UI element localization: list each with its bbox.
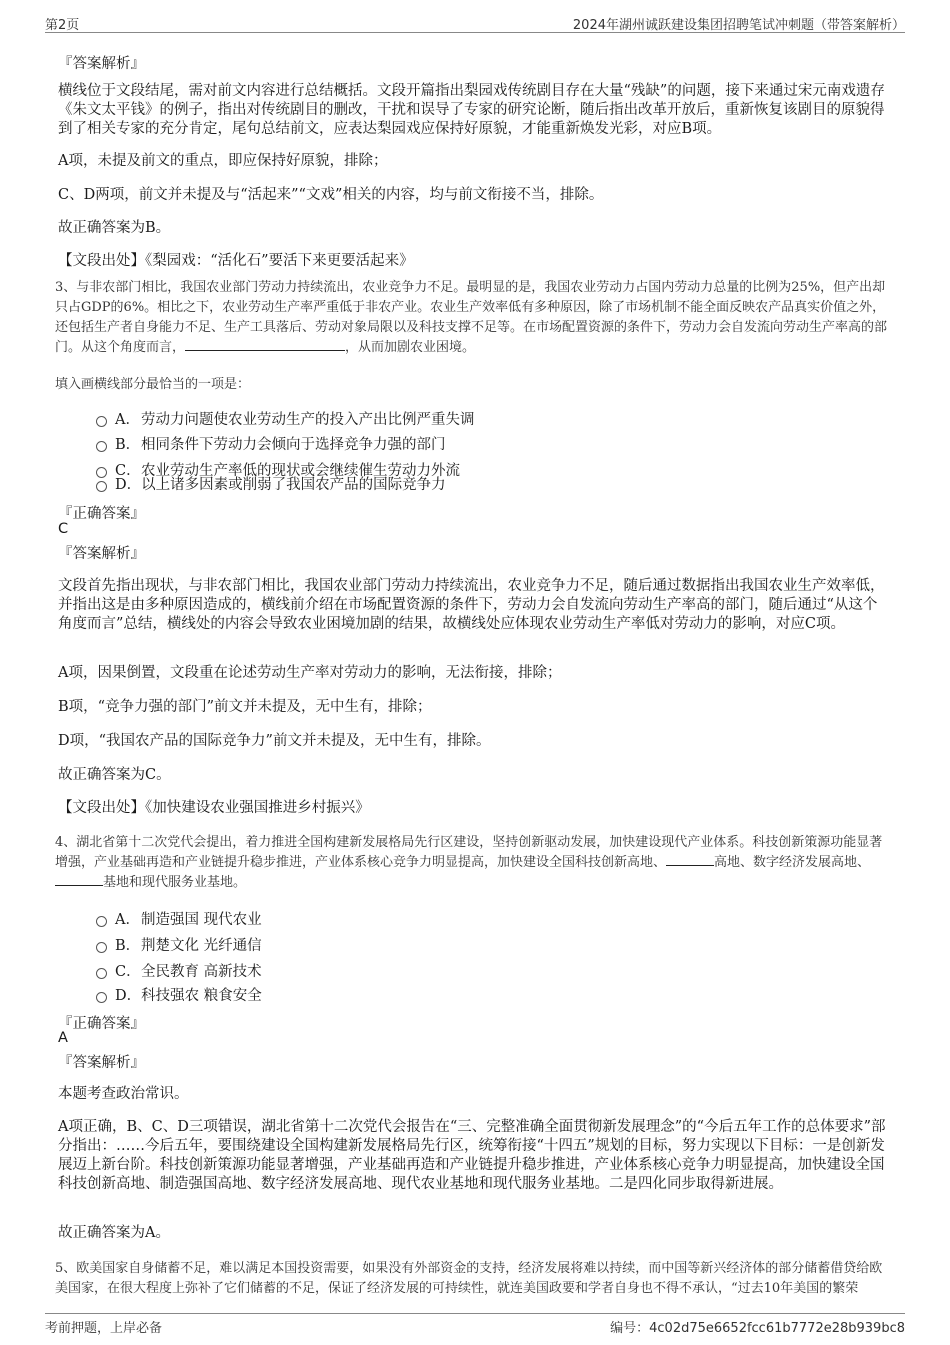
q3-analysis-option-d: D项，“我国农产品的国际竞争力”前文并未提及，无中生有，排除。 xyxy=(58,733,491,749)
q2-analysis-options-cd: C、D两项，前文并未提及与“活起来”“文戏”相关的内容，均与前文衔接不当，排除。 xyxy=(58,187,604,203)
q2-final-answer: 故正确答案为B。 xyxy=(58,220,171,236)
radio-icon[interactable] xyxy=(96,968,107,979)
q4-option-a[interactable]: A．制造强国 现代农业 xyxy=(96,908,262,930)
radio-icon[interactable] xyxy=(96,992,107,1003)
q3-analysis-option-b: B项，“竞争力强的部门”前文并未提及，无中生有，排除； xyxy=(58,699,432,715)
page-header xyxy=(45,10,905,33)
q4-correct-label: 『正确答案』 xyxy=(58,1016,145,1032)
q4-analysis-label: 『答案解析』 xyxy=(58,1055,145,1071)
q3-option-c[interactable]: C．农业劳动生产率低的现状或会继续催生劳动力外流 xyxy=(96,459,460,481)
q4-option-d[interactable]: D．科技强农 粮食安全 xyxy=(96,984,262,1006)
q3-final-answer: 故正确答案为C。 xyxy=(58,767,171,783)
q4-stem-text: 4、湖北省第十二次党代会提出，着力推进全国构建新发展格局先行区建设，坚持创新驱动发展，加快建设现代产业体系。科技创新策源功能显著增强，产业基础再造和产业链提升稳步推进，产业体系核心竞争力明显提高，加快建设全国科技创新高地、 xyxy=(55,835,883,870)
q3-correct-label: 『正确答案』 xyxy=(58,506,145,522)
q3-analysis-paragraph: 文段首先指出现状，与非农部门相比，我国农业部门劳动力持续流出，农业竞争力不足，随后通过数据指出我国农业生产效率低，并指出这是由多种原因造成的，横线前介绍在市场配置资源的条件下，劳动力会自发流向劳动生产率高的部门，随后通过“从这个角度而言”总结，横线处的内容会导致农业困境加剧的结果，故横线处应体现农业劳动生产率低对劳动力的影响，对应C项。 xyxy=(58,578,885,632)
footer-slogan: 考前押题，上岸必备 xyxy=(45,1321,163,1336)
radio-icon[interactable] xyxy=(96,916,107,927)
fill-blank xyxy=(666,853,714,866)
q3-source: 【文段出处】《加快建设农业强国推进乡村振兴》 xyxy=(58,800,370,816)
q5-stem: 5、欧美国家自身储蓄不足，难以满足本国投资需要，如果没有外部资金的支持，经济发展将难以持续，而中国等新兴经济体的部分储蓄借贷给欧美国家，在很大程度上弥补了它们储蓄的不足，保证了经济发展的可持续性，就连美国政要和学者自身也不得不承认，“过去10年美国的繁荣 xyxy=(55,1261,883,1296)
q4-stem-end: 基地和现代服务业基地。 xyxy=(103,875,247,890)
q4-option-b[interactable]: B．荆楚文化 光纤通信 xyxy=(96,934,262,956)
q4-correct-answer: A xyxy=(58,1030,68,1046)
q3-stem-end: ，从而加剧农业困境。 xyxy=(345,340,476,355)
q3-correct-answer: C xyxy=(58,521,69,537)
q3-option-a[interactable]: A．劳动力问题使农业劳动生产的投入产出比例严重失调 xyxy=(96,408,475,430)
q2-analysis-paragraph: 横线位于文段结尾，需对前文内容进行总结概括。文段开篇指出梨园戏传统剧目存在大量“残缺”的问题，接下来通过宋元南戏遗存《朱文太平钱》的例子，指出对传统剧目的删改，干扰和误导了专家的研究论断，随后指出改革开放后，重新恢复该剧目的原貌得到了相关专家的充分肯定，尾句总结前文，应表达梨园戏应保持好原貌，才能重新焕发光彩，对应B项。 xyxy=(58,83,885,137)
q2-source: 【文段出处】《梨园戏：“活化石”要活下来更要活起来》 xyxy=(58,253,414,269)
q4-stem-mid: 高地、数字经济发展高地、 xyxy=(714,855,871,870)
radio-icon[interactable] xyxy=(96,441,107,452)
radio-icon[interactable] xyxy=(96,416,107,427)
q4-analysis-intro: 本题考查政治常识。 xyxy=(58,1086,189,1102)
q4-option-c[interactable]: C．全民教育 高新技术 xyxy=(96,960,262,982)
q4-analysis-paragraph: A项正确，B、C、D三项错误，湖北省第十二次党代会报告在“三、完整准确全面贯彻新发展理念”的“今后五年工作的总体要求”部分指出：……今后五年，要围绕建设全国构建新发展格局先行区，统筹衔接“十四五”规划的目标，努力实现以下目标：一是创新发展迈上新台阶。科技创新策源功能显著增强，产业基础再造和产业链提升稳步推进，产业体系核心竞争力明显提高，加快建设全国科技创新高地、制造强国高地、数字经济发展高地、现代农业基地和现代服务业基地。二是四化同步取得新进展。 xyxy=(58,1119,886,1192)
q2-analysis-option-a: A项，未提及前文的重点，即应保持好原貌，排除； xyxy=(58,153,388,169)
document-title: 2024年湖州诚跃建设集团招聘笔试冲刺题（带答案解析） xyxy=(572,18,905,33)
fill-blank xyxy=(185,338,345,351)
fill-blank xyxy=(55,873,103,886)
document-code: 编号：4c02d75e6652fcc61b7772e28b939bc8 xyxy=(610,1321,905,1336)
q4-final-answer: 故正确答案为A。 xyxy=(58,1225,170,1241)
q3-analysis-option-a: A项，因果倒置，文段重在论述劳动生产率对劳动力的影响，无法衔接，排除； xyxy=(58,665,562,681)
q2-analysis-label: 『答案解析』 xyxy=(58,56,145,72)
radio-icon[interactable] xyxy=(96,942,107,953)
q3-stem-text: 3、与非农部门相比，我国农业部门劳动力持续流出，农业竞争力不足。最明显的是，我国农业劳动力占国内劳动力总量的比例为25%，但产出却只占GDP的6%。相比之下，农业劳动生产率严重低于非农产业。农业生产效率低有多种原因，除了市场机制不能全面反映农产品真实价值之外，还包括生产者自身能力不足、生产工具落后、劳动对象局限以及科技支撑不足等。在市场配置资源的条件下，劳动力会自发流向劳动生产率高的部门。从这个角度而言， xyxy=(55,280,888,355)
page-number: 第2页 xyxy=(45,18,80,33)
q4-stem xyxy=(55,833,895,893)
q3-analysis-label: 『答案解析』 xyxy=(58,546,145,562)
q3-option-d[interactable]: D．以上诸多因素或削弱了我国农产品的国际竞争力 xyxy=(96,473,446,495)
page-footer xyxy=(45,1313,905,1338)
q3-prompt: 填入画横线部分最恰当的一项是： xyxy=(55,377,251,392)
q3-stem xyxy=(55,278,895,358)
radio-icon[interactable] xyxy=(96,481,107,492)
q3-option-b[interactable]: B．相同条件下劳动力会倾向于选择竞争力强的部门 xyxy=(96,433,446,455)
